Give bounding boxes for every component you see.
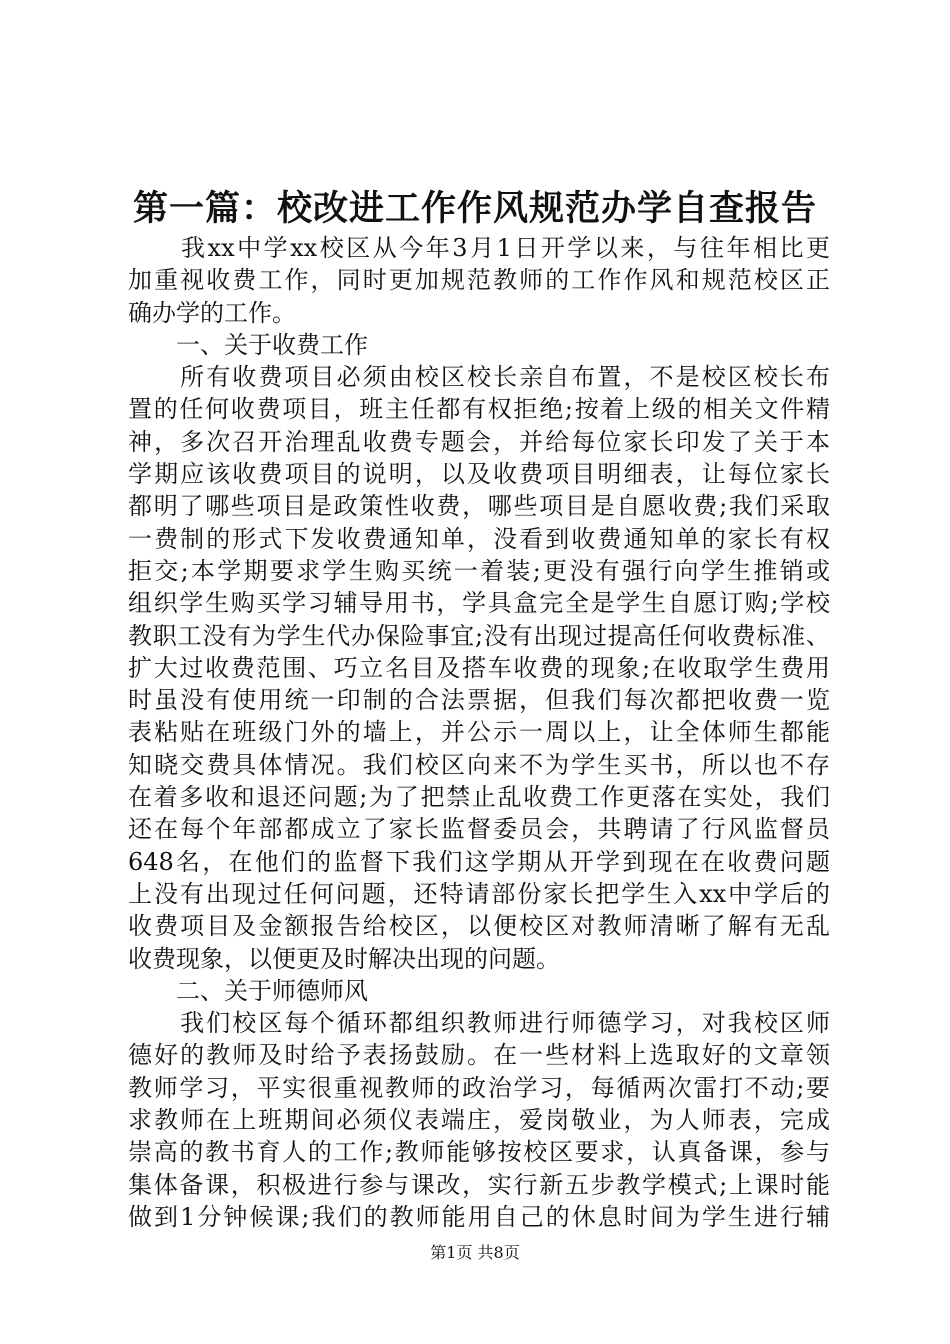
- text-line: 德好的教师及时给予表扬鼓励。在一些材料上选取好的文章领: [128, 1041, 830, 1070]
- text-line: 扩大过收费范围、巧立名目及搭车收费的现象;在收取学生费用: [128, 653, 830, 682]
- text-line: 确办学的工作。: [128, 298, 296, 327]
- text-line: 教师学习，平实很重视教师的政治学习，每循两次雷打不动;要: [128, 1073, 830, 1102]
- text-line: 表粘贴在班级门外的墙上，并公示一周以上，让全体师生都能: [128, 718, 830, 747]
- text-line: 648名，在他们的监督下我们这学期从开学到现在在收费问题: [128, 847, 830, 876]
- text-line: 在着多收和退还问题;为了把禁止乱收费工作更落在实处，我们: [128, 783, 830, 812]
- document-title: 第一篇：校改进工作作风规范办学自查报告: [132, 189, 817, 229]
- section-heading: 二、关于师德师风: [128, 976, 368, 1005]
- text-line: 知晓交费具体情况。我们校区向来不为学生买书，所以也不存: [128, 750, 830, 779]
- document-body: [128, 232, 830, 1233]
- page-number-footer: 第1页 共8页: [430, 1243, 520, 1262]
- text-line: 时虽没有使用统一印制的合法票据，但我们每次都把收费一览: [128, 686, 830, 715]
- text-line: 一费制的形式下发收费通知单，没看到收费通知单的家长有权: [128, 524, 830, 553]
- text-line: 收费现象，以便更及时解决出现的问题。: [128, 944, 560, 973]
- text-line: 置的任何收费项目，班主任都有权拒绝;按着上级的相关文件精: [128, 395, 830, 424]
- text-line: 还在每个年部都成立了家长监督委员会，共聘请了行风监督员: [128, 815, 830, 844]
- section-heading: 一、关于收费工作: [128, 330, 368, 359]
- text-line: 我xx中学xx校区从今年3月1日开学以来，与往年相比更: [128, 234, 830, 262]
- text-line: 收费项目及金额报告给校区，以便校区对教师清晰了解有无乱: [128, 912, 830, 941]
- text-line: 都明了哪些项目是政策性收费，哪些项目是自愿收费;我们采取: [128, 492, 830, 521]
- text-line: 崇高的教书育人的工作;教师能够按校区要求，认真备课，参与: [128, 1138, 830, 1167]
- text-line: 拒交;本学期要求学生购买统一着装;更没有强行向学生推销或: [128, 556, 830, 585]
- text-line: 神，多次召开治理乱收费专题会，并给每位家长印发了关于本: [128, 427, 830, 456]
- text-line: 上没有出现过任何问题，还特请部份家长把学生入xx中学后的: [128, 879, 830, 908]
- text-line: 所有收费项目必须由校区校长亲自布置，不是校区校长布: [128, 363, 830, 392]
- text-line: 组织学生购买学习辅导用书，学具盒完全是学生自愿订购;学校: [128, 589, 830, 618]
- text-line: 教职工没有为学生代办保险事宜;没有出现过提高任何收费标准、: [128, 621, 830, 650]
- text-line: 学期应该收费项目的说明，以及收费项目明细表，让每位家长: [128, 460, 830, 489]
- text-line: 加重视收费工作，同时更加规范教师的工作作风和规范校区正: [128, 266, 830, 295]
- text-line: 求教师在上班期间必须仪表端庄，爱岗敬业，为人师表，完成: [128, 1106, 830, 1135]
- text-line: 集体备课，积极进行参与课改，实行新五步教学模式;上课时能: [128, 1170, 830, 1199]
- text-line: 做到1分钟候课;我们的教师能用自己的休息时间为学生进行辅: [128, 1202, 830, 1231]
- text-line: 我们校区每个循环都组织教师进行师德学习，对我校区师: [128, 1009, 830, 1038]
